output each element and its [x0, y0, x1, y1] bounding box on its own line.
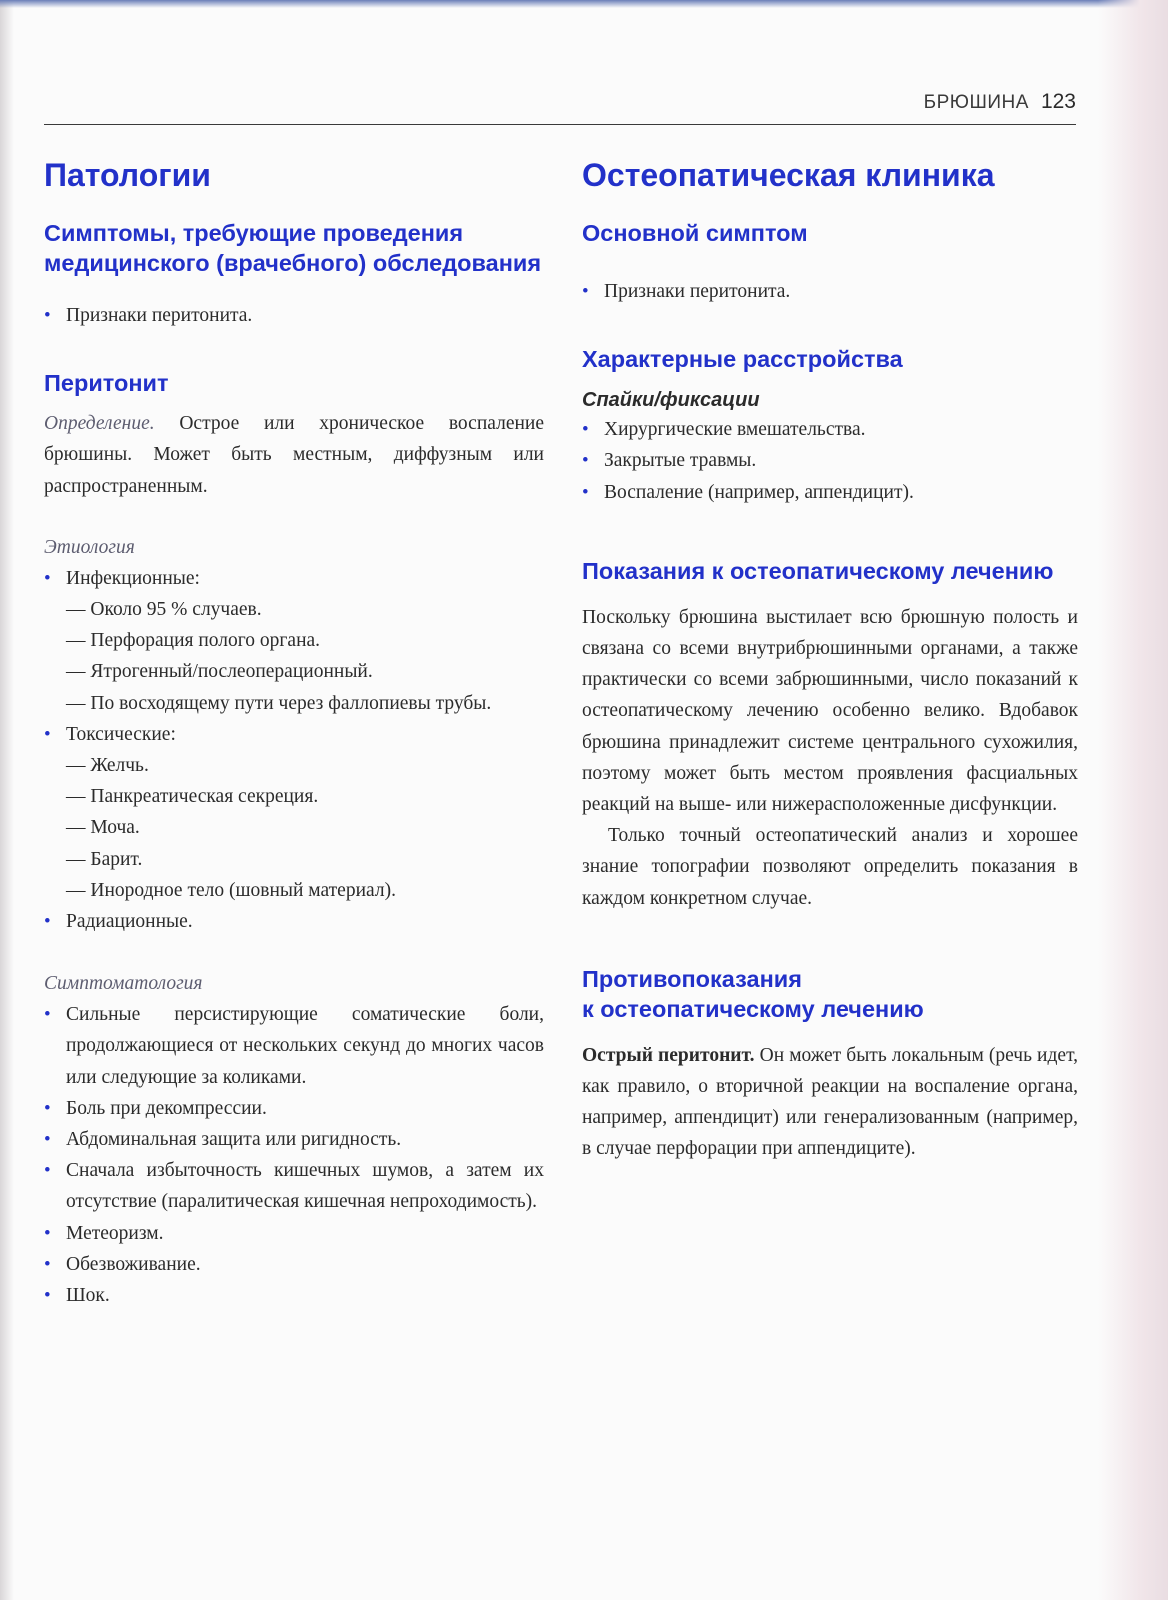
list-item: • Абдоминальная защита или ригидность.: [44, 1124, 544, 1155]
list-item: • Радиационные.: [44, 906, 544, 937]
bullet-icon: •: [44, 1285, 51, 1307]
symptoms-list: [44, 300, 544, 331]
list-item: • Сначала избыточность кишечных шумов, а затем их отсутствие (паралитическая кишечная непроходимость).: [44, 1155, 544, 1217]
contraindications-heading-line-2: к остеопатическому лечению: [582, 995, 924, 1022]
list-item: • Закрытые травмы.: [582, 445, 1078, 476]
peritonitis-heading: Перитонит: [44, 370, 169, 397]
section-title-osteopathic-clinic: Остеопатическая клиника: [582, 157, 995, 193]
contraindications-text: Он может быть локальным (речь идет, как правило, о вторичной реакции на воспаление органа, например, аппендицит) или генерализованным (например, в случае перфорации при аппендиците).: [582, 1044, 1078, 1160]
list-item: • Хирургические вмешательства.: [582, 414, 1078, 445]
bullet-icon: •: [582, 450, 589, 472]
list-subitem: — Панкреатическая секреция.: [66, 786, 319, 808]
bullet-icon: •: [44, 305, 51, 326]
list-subitem: — Инородное тело (шовный материал).: [66, 879, 396, 901]
list-item: • Инфекционные:: [44, 563, 544, 594]
contraindications-bold-lead: Острый перитонит.: [582, 1044, 755, 1066]
bullet-icon: •: [582, 281, 589, 302]
bullet-icon: •: [44, 1160, 51, 1182]
running-head-section: БРЮШИНА: [923, 92, 1029, 113]
page-number: 123: [1040, 90, 1076, 113]
bullet-icon: •: [44, 1253, 51, 1275]
bullet-icon: •: [44, 1097, 51, 1119]
list-item: • Воспаление (например, аппендицит).: [582, 477, 1078, 508]
right-column: [582, 156, 1078, 1165]
indications-paragraph-1: Поскольку брюшина выстилает всю брюшную полость и связана со всеми внутрибрюшинными органами, а также практически со всеми забрюшинными, число показаний к остеопатическому лечению особенно велико. Вдобавок брюшина принадлежит системе центрального сухожилия, поэтому может быть местом проявления фасциальных реакций на выше- или нижерасположенные дисфункции.: [582, 606, 1078, 816]
page-edge-top: [0, 0, 1168, 8]
bullet-icon: •: [44, 911, 51, 933]
running-head: [924, 90, 1076, 114]
list-subitem: — Ятрогенный/послеоперационный.: [66, 661, 373, 683]
list-item: • Признаки перитонита.: [582, 276, 1078, 307]
list-item: • Боль при декомпрессии.: [44, 1093, 544, 1124]
indications-paragraph-2: Только точный остеопатический анализ и хорошее знание топографии позволяют определить показания в каждом конкретном случае.: [582, 825, 1078, 909]
etiology-list: [44, 563, 544, 937]
bullet-icon: •: [44, 1004, 51, 1026]
symptoms-heading: Симптомы, требующие проведения медицинского (врачебного) обследования: [44, 220, 542, 276]
definition-paragraph: [44, 408, 544, 502]
list-subitem: — Желчь.: [66, 755, 149, 777]
list-item: • Метеоризм.: [44, 1218, 544, 1249]
list-item: • Обезвоживание.: [44, 1249, 544, 1280]
bullet-icon: •: [582, 419, 589, 441]
page-edge-shadow-right: [1098, 0, 1168, 1600]
list-subitem: — Барит.: [66, 848, 143, 870]
bullet-icon: •: [44, 1222, 51, 1244]
definition-label: Определение.: [44, 413, 155, 435]
list-subitem: — Около 95 % случаев.: [66, 599, 262, 621]
list-item: • Сильные персистирующие соматические боли, продолжающиеся от нескольких секунд до многих часов или следующие за коликами.: [44, 999, 544, 1093]
disorders-heading: Характерные расстройства: [582, 346, 903, 373]
bullet-icon: •: [582, 481, 589, 503]
bullet-icon: •: [44, 723, 51, 745]
symptomatology-heading: Симптоматология: [44, 973, 203, 995]
list-item: • Шок.: [44, 1280, 544, 1311]
contraindications-heading: [582, 964, 1078, 1024]
left-column: [44, 156, 544, 1311]
main-symptom-heading: Основной симптом: [582, 220, 808, 246]
etiology-heading: Этиология: [44, 536, 135, 558]
list-item: • Токсические:: [44, 719, 544, 750]
main-symptom-list: [582, 276, 1078, 307]
list-subitem: — Моча.: [66, 817, 140, 839]
list-item: • Признаки перитонита.: [44, 300, 544, 331]
adhesions-heading: Спайки/фиксации: [582, 389, 760, 412]
list-subitem: — По восходящему пути через фаллопиевы трубы.: [66, 692, 492, 714]
definition-text: Острое или хроническое воспаление брюшины. Может быть местным, диффузным или распространенным.: [44, 413, 544, 497]
list-subitem: — Перфорация полого органа.: [66, 630, 321, 652]
bullet-icon: •: [44, 1129, 51, 1151]
bullet-icon: •: [44, 567, 51, 589]
header-rule: [44, 124, 1076, 125]
indications-heading: Показания к остеопатическому лечению: [582, 557, 1054, 584]
symptomatology-list: [44, 999, 544, 1311]
page-edge-shadow-left: [0, 0, 14, 1600]
contraindications-heading-line-1: Противопоказания: [582, 965, 802, 992]
adhesions-list: [582, 414, 1078, 508]
contraindications-paragraph: [582, 1040, 1078, 1165]
section-title-pathologies: Патологии: [44, 157, 211, 193]
